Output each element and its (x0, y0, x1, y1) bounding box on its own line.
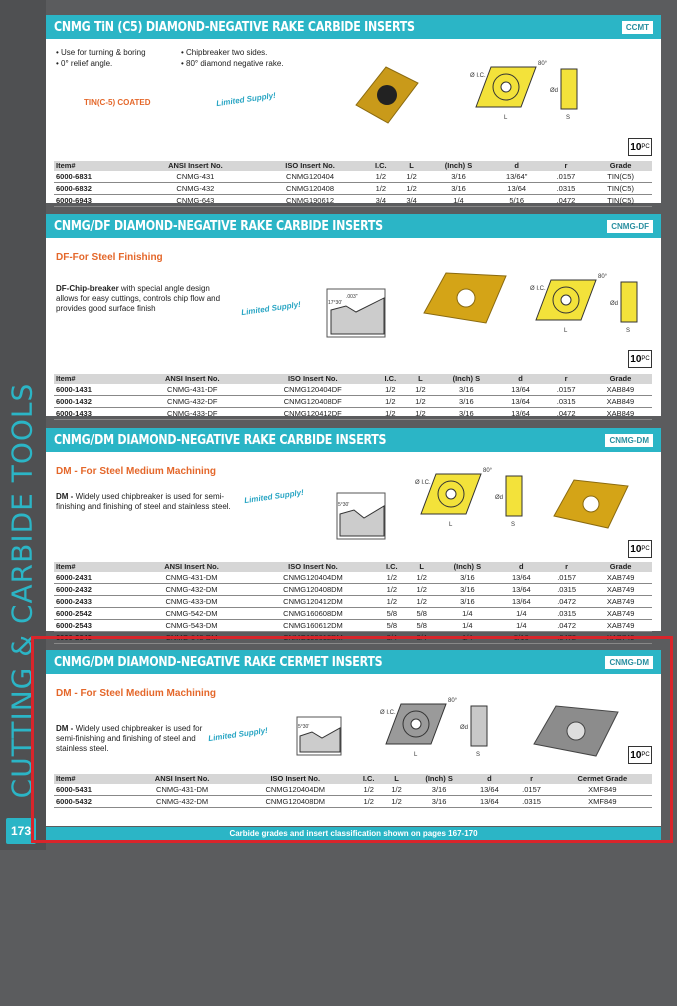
table-row: 6000-2543 CNMG-543-DM CNMG160612DM 5/8 5/8 1/4 1/4 .0472 XAB749 (54, 620, 652, 632)
limited-supply-label: Limited Supply! (240, 299, 302, 318)
svg-text:17°30': 17°30' (328, 300, 343, 306)
package-badge: 10 PC (628, 138, 652, 156)
table-row: 6000-5431 CNMG-431-DM CNMG120404DM 1/2 1/2 3/16 13/64 .0157 XMF849 (54, 784, 652, 796)
table-header: Item# ANSI Insert No. ISO Insert No. I.C. L (Inch) S d r Grade (54, 374, 652, 384)
table-header: Item# ANSI Insert No. ISO Insert No. I.C. L (Inch) S d r Grade (54, 161, 652, 171)
section-cnmg-df (46, 214, 661, 416)
page-number: 173 (6, 818, 36, 844)
svg-text:S: S (511, 522, 516, 528)
table-row: 6000-6943 CNMG-643 CNMG190612 3/4 3/4 1/4 5/16 .0472 TIN(C5) (54, 195, 652, 207)
insert-photo (416, 268, 516, 328)
package-badge: 10 PC (628, 540, 652, 558)
chipbreaker-profile (326, 288, 386, 338)
table-row: 6000-5432 CNMG-432-DM CNMG120408DM 1/2 1/2 3/16 13/64 .0315 XMF849 (54, 796, 652, 808)
section-title: CNMG TiN (C5) DIAMOND-NEGATIVE RAKE CARBIDE INSERTS (54, 19, 415, 35)
svg-text:L: L (564, 328, 568, 334)
table-row: 6000-1432 CNMG-432-DF CNMG120408DF 1/2 1/2 3/16 13/64 .0315 XAB849 (54, 396, 652, 408)
svg-text:Ø I.C.: Ø I.C. (380, 710, 396, 716)
limited-supply-label: Limited Supply! (207, 725, 269, 744)
section-title: CNMG/DM DIAMOND-NEGATIVE RAKE CERMET INSERTS (54, 654, 383, 670)
table-row: 6000-2432 CNMG-432-DM CNMG120408DM 1/2 1/2 3/16 13/64 .0315 XAB749 (54, 584, 652, 596)
svg-text:Ød: Ød (460, 725, 469, 731)
svg-text:5°30': 5°30' (298, 724, 310, 730)
table-header: Item# ANSI Insert No. ISO Insert No. I.C. L (Inch) S d r Cermet Grade (54, 774, 652, 784)
section-header (46, 214, 661, 238)
section-title: CNMG/DF DIAMOND-NEGATIVE RAKE CARBIDE INSERTS (54, 218, 383, 234)
table-row: 6000-2433 CNMG-433-DM CNMG120412DM 1/2 1/2 3/16 13/64 .0472 XAB749 (54, 596, 652, 608)
section-title: CNMG/DM DIAMOND-NEGATIVE RAKE CARBIDE INSERTS (54, 432, 387, 448)
svg-text:80°: 80° (483, 468, 493, 474)
section-code: CCMT (622, 21, 653, 34)
section-description: DM - Widely used chipbreaker is used for semi-finishing and finishing of steel and stainless steel. (56, 492, 231, 511)
section-subtitle: DF-For Steel Finishing (56, 252, 163, 263)
section-description: DF-Chip-breaker with special angle design allows for easy cuttings, controls chip flow and provides good surface finish (56, 284, 221, 313)
svg-text:Ø I.C.: Ø I.C. (530, 286, 546, 292)
bullet-list-right: • Chipbreaker two sides. • 80° diamond negative rake. (181, 47, 284, 69)
table-header: Item# ANSI Insert No. ISO Insert No. I.C. L (Inch) S d r Grade (54, 562, 652, 572)
svg-text:Ød: Ød (610, 301, 619, 307)
highlight-box (31, 636, 673, 843)
section-code: CNMG-DM (605, 656, 653, 669)
table-row: 6000-6831 CNMG-431 CNMG120404 1/2 1/2 3/16 13/64" .0157 TIN(C5) (54, 171, 652, 183)
bullet-list-left: • Use for turning & boring • 0° relief angle. (56, 47, 146, 69)
svg-text:Ø I.C.: Ø I.C. (415, 480, 431, 486)
svg-text:Ø I.C.: Ø I.C. (470, 73, 486, 79)
package-badge: 10 PC (628, 350, 652, 368)
insert-photo (546, 474, 636, 534)
table-row: 6000-1433 CNMG-433-DF CNMG120412DF 1/2 1/2 3/16 13/64 .0472 XAB849 (54, 408, 652, 420)
table-row: 6000-6832 CNMG-432 CNMG120408 1/2 1/2 3/16 13/64 .0315 TIN(C5) (54, 183, 652, 195)
insert-photo (346, 65, 426, 125)
svg-text:5°30': 5°30' (338, 502, 350, 508)
svg-text:80°: 80° (598, 274, 608, 280)
section-cnmg-dm-carbide (46, 428, 661, 642)
chipbreaker-profile (336, 492, 386, 540)
svg-text:80°: 80° (448, 698, 458, 704)
insert-diagram (411, 464, 541, 534)
section-cnmg-tin (46, 15, 661, 203)
svg-text:S: S (626, 328, 631, 334)
spec-table (54, 374, 652, 420)
table-row: 6000-2431 CNMG-431-DM CNMG120404DM 1/2 1/2 3/16 13/64 .0157 XAB749 (54, 572, 652, 584)
insert-diagram (526, 270, 656, 340)
section-description: DM - Widely used chipbreaker is used for semi-finishing and finishing of steel and stainless steel. (56, 724, 203, 753)
section-header (46, 15, 661, 39)
svg-text:S: S (476, 752, 481, 758)
svg-text:S: S (566, 115, 571, 121)
svg-text:80°: 80° (538, 61, 548, 67)
coating-label: TIN(C-5) COATED (84, 98, 151, 107)
section-header (46, 428, 661, 452)
footer-note: Carbide grades and insert classification shown on pages 167-170 (46, 827, 661, 841)
side-title: CUTTING & CARBIDE TOOLS (5, 382, 39, 798)
section-code: CNMG-DF (607, 220, 653, 233)
section-subtitle: DM - For Steel Medium Machining (56, 466, 217, 477)
section-code: CNMG-DM (605, 434, 653, 447)
limited-supply-label: Limited Supply! (215, 90, 277, 109)
limited-supply-label: Limited Supply! (243, 487, 305, 506)
insert-diagram (466, 57, 596, 127)
table-row: 6000-2542 CNMG-542-DM CNMG160608DM 5/8 5/8 1/4 1/4 .0315 XAB749 (54, 608, 652, 620)
table-row: 6000-1431 CNMG-431-DF CNMG120404DF 1/2 1/2 3/16 13/64 .0157 XAB849 (54, 384, 652, 396)
spec-table (54, 161, 652, 207)
svg-text:L: L (504, 115, 508, 121)
package-badge: 10 PC (628, 746, 652, 764)
svg-text:.003": .003" (346, 294, 358, 300)
spec-table (54, 562, 652, 644)
svg-text:L: L (449, 522, 453, 528)
svg-text:Ød: Ød (550, 88, 559, 94)
svg-text:L: L (414, 752, 418, 758)
svg-text:Ød: Ød (495, 495, 504, 501)
table-row: 6000-2643 CNMG-643-DM CNMG190612DM 3/4 3/4 1/4 5/16 .0472 XAB749 (54, 632, 652, 644)
section-subtitle: DM - For Steel Medium Machining (56, 688, 217, 699)
